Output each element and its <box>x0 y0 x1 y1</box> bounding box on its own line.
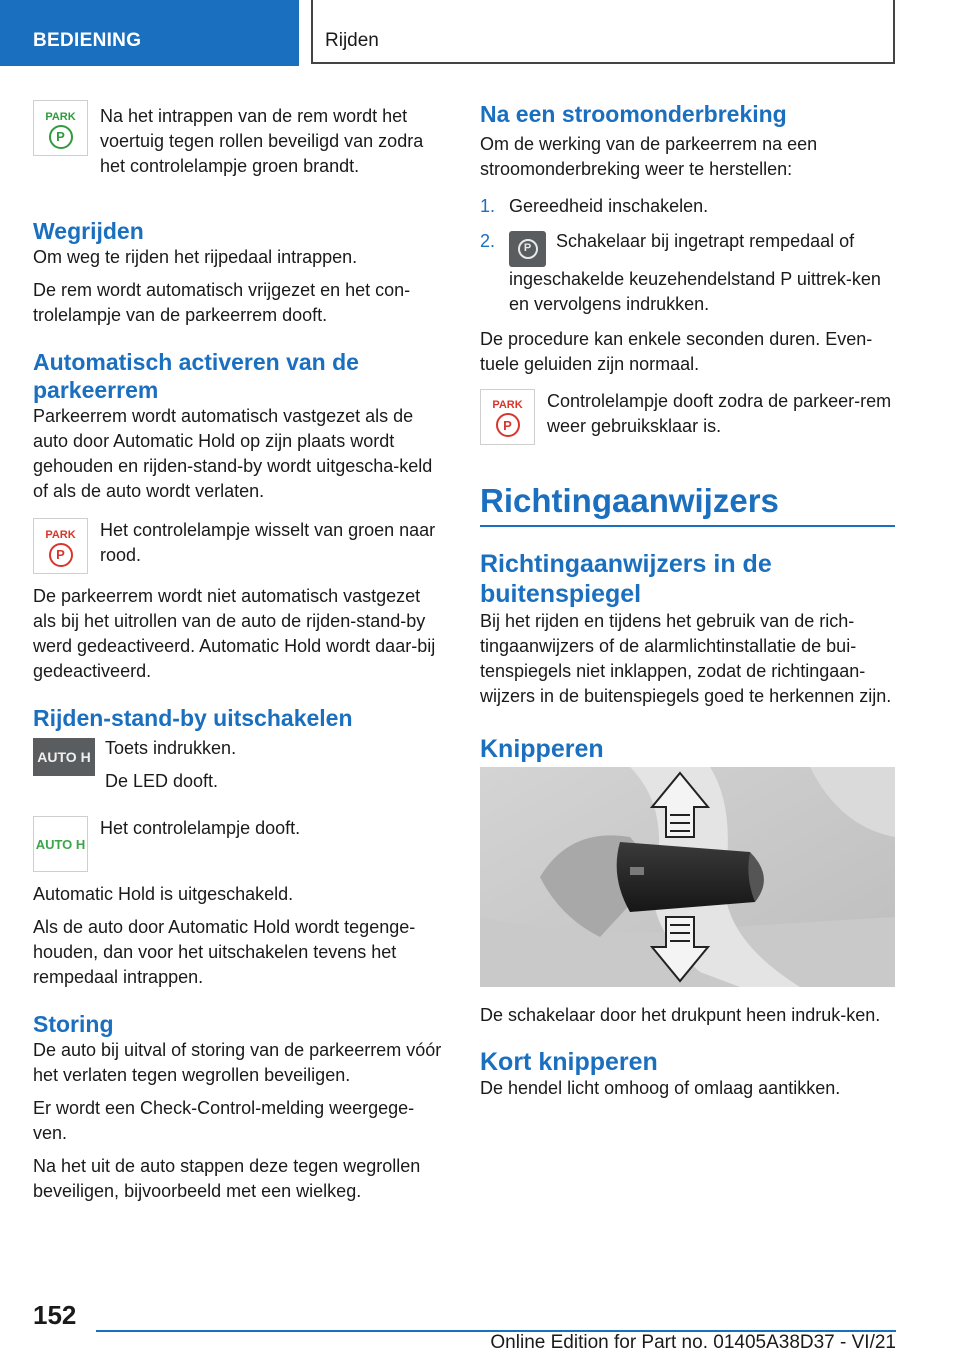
autoh-lamp-row <box>33 816 448 872</box>
storing-text-2: Er wordt een Check-Control-melding weergege-ven. <box>33 1098 415 1143</box>
step-1: 1. Gereedheid inschakelen. <box>480 196 709 216</box>
heading-automatisch: Automatisch activeren van de parkeerrem <box>33 349 359 403</box>
page-number: 152 <box>33 1300 77 1330</box>
wegrijden-text-2: De rem wordt automatisch vrijgezet en het con-trolelampje van de parkeerrem dooft. <box>33 280 411 325</box>
heading-richting-sub: Richtingaanwijzers in de buitenspiegel <box>480 549 772 608</box>
chapter-title: Rijden <box>311 0 895 64</box>
turn-signal-stalk-illustration <box>480 767 895 987</box>
autoh-button-row <box>33 736 448 802</box>
footer-edition: Online Edition for Part no. 01405A38D37 - VI/21 <box>490 1332 896 1353</box>
left-column <box>33 100 448 1212</box>
standby-text-1: Automatic Hold is uitgeschakeld. <box>33 884 294 904</box>
autoh-button-icon: AUTO H <box>33 738 95 776</box>
intro-text: Na het intrappen van de rem wordt het voertuig tegen rollen beveiligd van zodra het controlelampje groen brandt. <box>100 106 424 176</box>
standby-btn-text-2: De LED dooft. <box>105 771 219 791</box>
step-2: 2. P Schakelaar bij ingetrapt rempedaal of ingeschakelde keuzehendelstand P uittrek-ken en vervolgens indrukken. <box>480 231 881 314</box>
heading-standby: Rijden-stand-by uitschakelen <box>33 705 353 731</box>
stroom-steps <box>480 194 895 317</box>
heading-kort: Kort knipperen <box>480 1047 658 1076</box>
section-tab: BEDIENING <box>0 0 299 66</box>
park-red-lamp-icon: PARK P <box>33 518 88 574</box>
knipperen-text-1: De schakelaar door het drukpunt heen indruk-ken. <box>480 1004 881 1025</box>
park-green-row <box>33 100 448 187</box>
wegrijden-text-1: Om weg te rijden het rijpedaal intrappen. <box>33 247 358 267</box>
heading-richting: Richtingaanwijzers <box>480 481 779 519</box>
automatisch-text-2: De parkeerrem wordt niet automatisch vastgezet als bij het uitrollen van de auto de rijden-stand-by werd gedeactiveerd. Automatic Hold wordt daar-bij gedeactiveerd. <box>33 586 436 681</box>
park-red-lamp-icon: PARK P <box>480 389 535 445</box>
heading-stroom: Na een stroomonderbreking <box>480 101 787 127</box>
parking-brake-switch-icon: P <box>509 231 546 267</box>
heading-richting-block <box>480 481 895 527</box>
park-green-lamp-icon: PARK P <box>33 100 88 156</box>
richting-text-1: Bij het rijden en tijdens het gebruik van de rich-tingaanwijzers of de alarmlichtinstallatie de bui-tenspiegels niet inklappen, zodat de richtingaan-wijzers in de buitenspiegels goed te herkennen zijn. <box>480 610 892 706</box>
heading-knipperen: Knipperen <box>480 734 604 763</box>
stroom-text-1: Om de werking van de parkeerrem na een stroomonderbreking weer te herstellen: <box>480 134 818 179</box>
right-column <box>480 100 895 1109</box>
heading-storing: Storing <box>33 1011 114 1037</box>
automatisch-icon-text: Het controlelampje wisselt van groen naar rood. <box>100 520 436 565</box>
storing-text-3: Na het uit de auto stappen deze tegen wegrollen beveiligen, bijvoorbeeld met een wielkeg. <box>33 1156 421 1201</box>
park-red-row-2 <box>480 389 895 447</box>
heading-wegrijden: Wegrijden <box>33 218 144 244</box>
kort-text-1: De hendel licht omhoog of omlaag aantikken. <box>480 1077 841 1098</box>
storing-text-1: De auto bij uitval of storing van de parkeerrem vóór het verlaten tegen wegrollen beveiligen. <box>33 1040 442 1085</box>
stroom-icon-text: Controlelampje dooft zodra de parkeer-rem weer gebruiksklaar is. <box>547 390 892 436</box>
stroom-text-2: De procedure kan enkele seconden duren. Even-tuele geluiden zijn normaal. <box>480 328 873 374</box>
automatisch-text-1: Parkeerrem wordt automatisch vastgezet als de auto door Automatic Hold op zijn plaats wordt gehouden en rijden-stand-by wordt uitgescha-keld of als de auto wordt verlaten. <box>33 406 433 501</box>
standby-lamp-text: Het controlelampje dooft. <box>100 818 301 838</box>
autoh-lamp-icon: AUTO H <box>33 816 88 872</box>
page-header <box>0 0 960 66</box>
park-red-row <box>33 518 448 576</box>
standby-btn-text-1: Toets indrukken. <box>105 738 237 758</box>
standby-text-2: Als de auto door Automatic Hold wordt tegenge-houden, dan voor het uitschakelen tevens het rempedaal intrappen. <box>33 917 416 987</box>
